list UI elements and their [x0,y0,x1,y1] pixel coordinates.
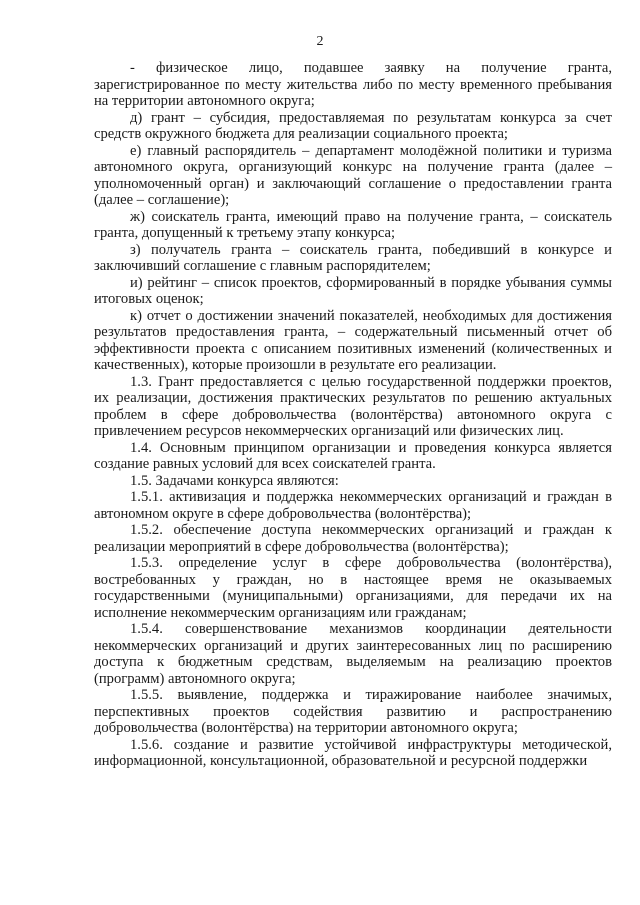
paragraph-physical-person: - физическое лицо, подавшее заявку на получение гранта, зарегистрированное по месту жительства либо по месту временного пребывания на территории автономного округа; [94,60,612,109]
paragraph-1-5-5: 1.5.5. выявление, поддержка и тиражирование наиболее значимых, перспективных проектов содействия развитию и распространению добровольчества (волонтёрства) на территории автономного округа; [94,687,612,736]
page-number: 2 [316,34,324,49]
document-body [94,60,612,770]
paragraph-e-main-manager: е) главный распорядитель – департамент молодёжной политики и туризма автономного округа, организующий конкурс на получение гранта (далее – уполномоченный орган) и заключающий соглашение о предоставлении гранта (далее – соглашение); [94,142,612,208]
paragraph-zh-applicant: ж) соискатель гранта, имеющий право на получение гранта, – соискатель гранта, допущенный к третьему этапу конкурса; [94,208,612,241]
paragraph-1-4: 1.4. Основным принципом организации и проведения конкурса является создание равных условий для всех соискателей гранта. [94,439,612,472]
paragraph-1-5-1: 1.5.1. активизация и поддержка некоммерческих организаций и граждан в автономном округе в сфере добровольчества (волонтёрства); [94,489,612,522]
paragraph-i-rating: и) рейтинг – список проектов, сформированный в порядке убывания суммы итоговых оценок; [94,274,612,307]
paragraph-1-5-4: 1.5.4. совершенствование механизмов координации деятельности некоммерческих организаций и других заинтересованных лиц по расширению доступа к бюджетным средствам, выделяемым на реализацию проектов (программ) автономного округа; [94,621,612,687]
paragraph-k-report: к) отчет о достижении значений показателей, необходимых для достижения результатов предоставления гранта, – содержательный письменный отчет об эффективности проекта с описанием позитивных изменений (количественных и качественных), которые произошли в результате его реализации. [94,307,612,373]
paragraph-1-5-2: 1.5.2. обеспечение доступа некоммерческих организаций и граждан к реализации мероприятий в сфере добровольчества (волонтёрства); [94,522,612,555]
paragraph-1-3: 1.3. Грант предоставляется с целью государственной поддержки проектов, их реализации, достижения практических результатов по решению актуальных проблем в сфере добровольчества (волонтёрства) автономного округа с привлечением ресурсов некоммерческих организаций или физических лиц. [94,373,612,439]
paragraph-1-5-6: 1.5.6. создание и развитие устойчивой инфраструктуры методической, информационной, консультационной, образовательной и ресурсной поддержки [94,736,612,769]
paragraph-d-grant: д) грант – субсидия, предоставляемая по результатам конкурса за счет средств окружного бюджета для реализации социального проекта; [94,109,612,142]
paragraph-1-5: 1.5. Задачами конкурса являются: [130,472,339,489]
paragraph-1-5-3: 1.5.3. определение услуг в сфере добровольчества (волонтёрства), востребованных у граждан, но в настоящее время не оказываемых государственными (муниципальными) организациями, для передачи их на исполнение некоммерческим организациям или гражданам; [94,555,612,621]
paragraph-z-recipient: з) получатель гранта – соискатель гранта, победивший в конкурсе и заключивший соглашение с главным распорядителем; [94,241,612,274]
